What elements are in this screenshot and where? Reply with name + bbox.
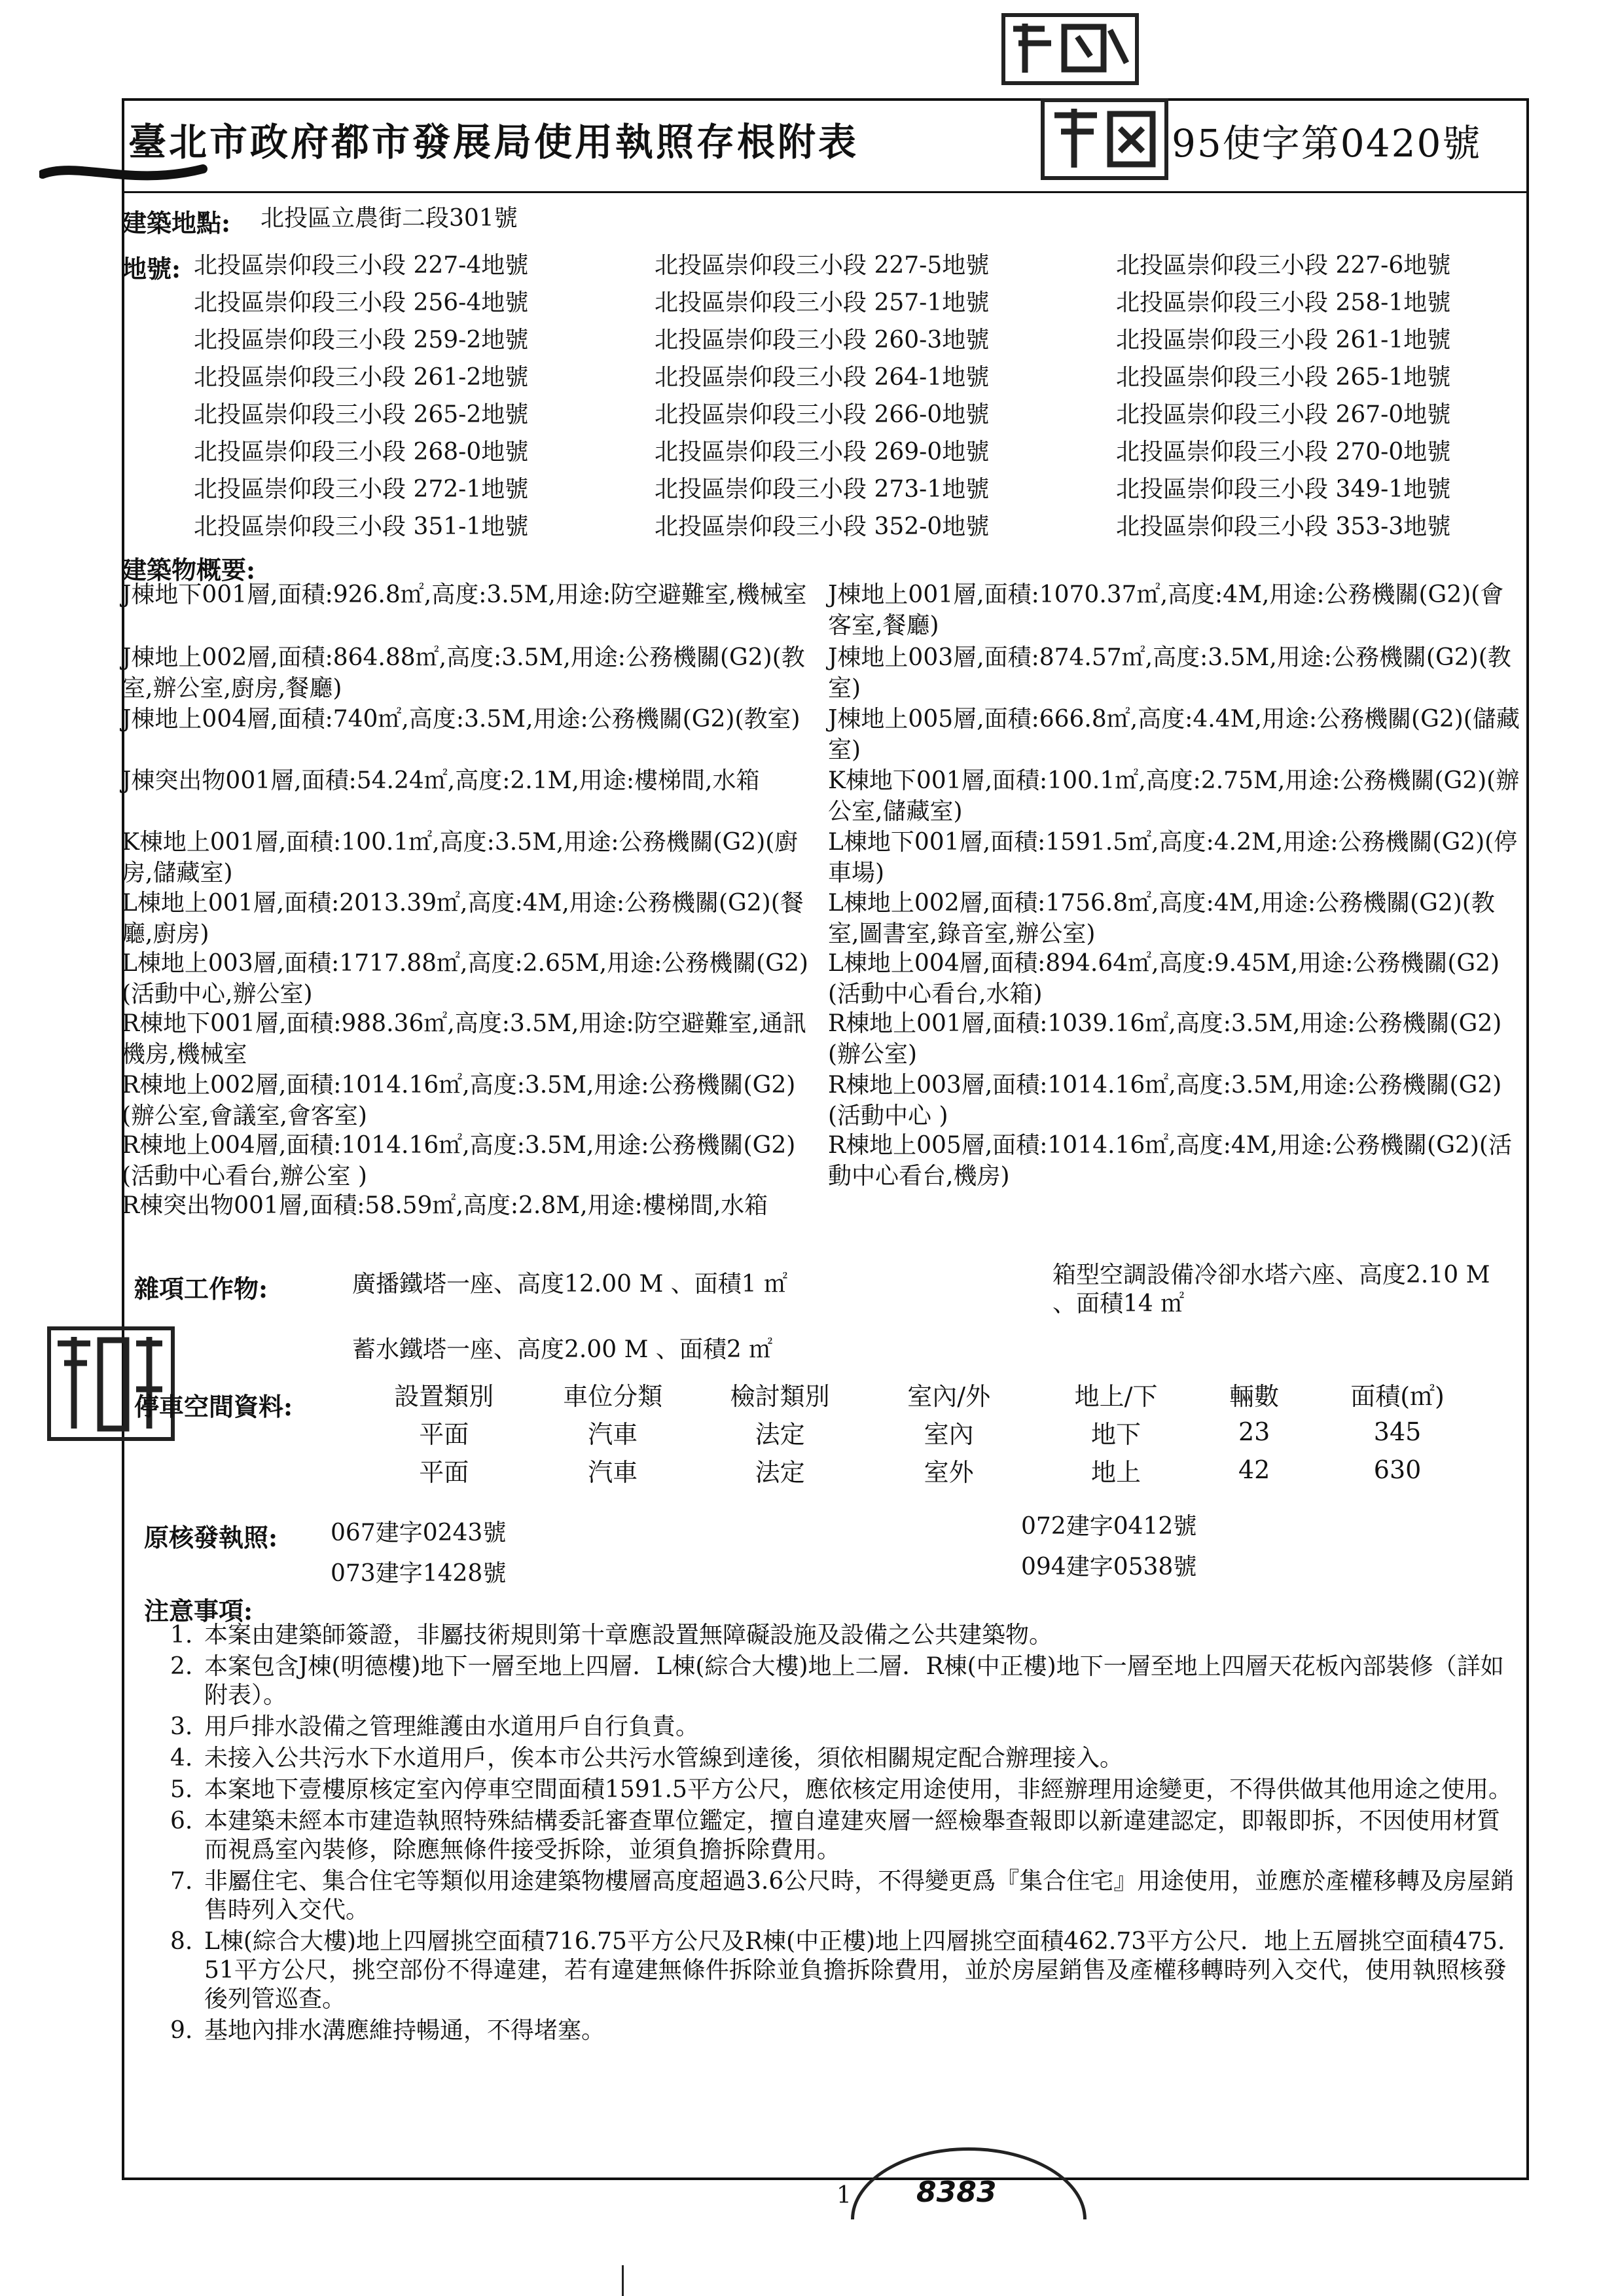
- floor-entry: J棟地上005層,面積:666.8㎡,高度:4.4M,用途:公務機關(G2)(儲藏室): [828, 706, 1520, 763]
- parking-header-row: [359, 1375, 1484, 1413]
- floor-entry: L棟地下001層,面積:1591.5㎡,高度:4.2M,用途:公務機關(G2)(停車場): [828, 829, 1518, 886]
- scan-mark: [622, 2265, 624, 2296]
- floor-entry: L棟地上001層,面積:2013.39㎡,高度:4M,用途:公務機關(G2)(餐廳,廚房): [122, 890, 804, 947]
- lot-number: 北投區崇仰段三小段 352-0地號: [655, 513, 990, 540]
- note-item: [170, 2016, 1519, 2045]
- site-address: 北投區立農街二段301號: [261, 205, 518, 232]
- lot-number: 北投區崇仰段三小段 227-6地號: [1116, 252, 1451, 279]
- parking-cell: 地下: [1091, 1419, 1142, 1449]
- note-text: 本案由建築師簽證，非屬技術規則第十章應設置無障礙設施及設備之公共建築物。: [204, 1622, 1053, 1649]
- parking-cell: 汽車: [588, 1419, 638, 1449]
- seal-stamp-title: [1041, 98, 1168, 180]
- lot-number: 北投區崇仰段三小段 261-2地號: [194, 364, 529, 391]
- floor-entry: K棟地上001層,面積:100.1㎡,高度:3.5M,用途:公務機關(G2)(廚房,儲藏室): [122, 829, 799, 886]
- parking-cell: 室外: [924, 1457, 974, 1487]
- lot-number: 北投區崇仰段三小段 261-1地號: [1116, 327, 1451, 354]
- floor-entry: J棟地上002層,面積:864.88㎡,高度:3.5M,用途:公務機關(G2)(教室,辦公室,廚房,餐廳): [122, 644, 805, 702]
- note-number: 8.: [170, 1928, 193, 1955]
- note-number: 1.: [170, 1622, 193, 1649]
- lot-number: 北投區崇仰段三小段 351-1地號: [194, 513, 529, 540]
- note-text: 本案包含J棟(明德樓)地下一層至地上四層．L棟(綜合大樓)地上二層．R棟(中正樓)地下一層至地上四層天花板內部裝修（詳如附表）。: [204, 1653, 1504, 1709]
- note-item: [170, 1807, 1519, 1865]
- parking-cell: 平面: [419, 1457, 469, 1487]
- original-permits-label: 原核發執照:: [144, 1523, 278, 1552]
- note-text: 基地內排水溝應維持暢通，不得堵塞。: [204, 2017, 605, 2044]
- parking-cell: 23: [1238, 1417, 1270, 1446]
- note-number: 2.: [170, 1653, 193, 1680]
- lot-number: 北投區崇仰段三小段 268-0地號: [194, 439, 529, 465]
- parking-cell: 室內: [924, 1419, 974, 1449]
- parking-header: 輛數: [1229, 1381, 1280, 1411]
- overview-right-column: [828, 579, 1522, 1190]
- parking-label: 停車空間資料:: [134, 1392, 293, 1421]
- note-number: 7.: [170, 1868, 193, 1895]
- parking-cell: 345: [1373, 1417, 1422, 1446]
- floor-entry: L棟地上003層,面積:1717.88㎡,高度:2.65M,用途:公務機關(G2)(活動中心,辦公室): [122, 950, 808, 1008]
- floor-entry: R棟地上001層,面積:1039.16㎡,高度:3.5M,用途:公務機關(G2)(辦公室): [828, 1010, 1502, 1068]
- page-number: 1: [836, 2182, 852, 2209]
- misc-work-item: 箱型空調設備冷卻水塔六座、高度2.10 M: [1052, 1262, 1490, 1288]
- floor-entry: K棟地下001層,面積:100.1㎡,高度:2.75M,用途:公務機關(G2)(辦公室,儲藏室): [828, 767, 1520, 825]
- note-text: L棟(綜合大樓)地上四層挑空面積716.75平方公尺及R棟(中正樓)地上四層挑空面積462.73平方公尺．地上五層挑空面積475.51平方公尺，挑空部份不得違建，若有違建無條件拆除並負擔拆除費用，並於房屋銷售及產權移轉時列入交代，使用執照核發後列管巡查。: [204, 1928, 1507, 2013]
- lot-number: 北投區崇仰段三小段 270-0地號: [1116, 439, 1451, 465]
- parking-header: 地上/下: [1074, 1381, 1158, 1411]
- floor-entry: J棟地上003層,面積:874.57㎡,高度:3.5M,用途:公務機關(G2)(教室): [828, 644, 1511, 702]
- lots-column-3: [1116, 247, 1450, 545]
- lot-number: 北投區崇仰段三小段 265-1地號: [1116, 364, 1451, 391]
- parking-header: 室內/外: [907, 1381, 991, 1411]
- parking-cell: 630: [1373, 1455, 1422, 1484]
- lot-number: 北投區崇仰段三小段 353-3地號: [1116, 513, 1451, 540]
- floor-entry: R棟突出物001層,面積:58.59㎡,高度:2.8M,用途:樓梯間,水箱: [122, 1192, 768, 1219]
- license-number: 95使字第0420號: [1172, 121, 1482, 166]
- lot-number: 北投區崇仰段三小段 227-4地號: [194, 252, 529, 279]
- note-text: 本案地下壹樓原核定室內停車空間面積1591.5平方公尺，應依核定用途使用，非經辦理用途變更，不得供做其他用途之使用。: [204, 1776, 1512, 1803]
- parking-cell: 平面: [419, 1419, 469, 1449]
- lot-number: 北投區崇仰段三小段 267-0地號: [1116, 401, 1451, 428]
- note-number: 3.: [170, 1713, 193, 1740]
- misc-work-item-continued: 、面積14 ㎡: [1052, 1290, 1185, 1317]
- lot-number: 北投區崇仰段三小段 227-5地號: [655, 252, 990, 279]
- misc-works-label: 雜項工作物:: [134, 1274, 268, 1303]
- note-item: [170, 1867, 1519, 1925]
- floor-entry: R棟地上004層,面積:1014.16㎡,高度:3.5M,用途:公務機關(G2)(活動中心看台,辦公室 ): [122, 1132, 796, 1190]
- lot-number: 北投區崇仰段三小段 257-1地號: [655, 289, 990, 316]
- seal-glyph-icon: [1045, 102, 1164, 176]
- note-text: 未接入公共污水下水道用戶，俟本市公共污水管線到達後，須依相關規定配合辦理接入。: [204, 1745, 1124, 1772]
- note-number: 6.: [170, 1808, 193, 1834]
- parking-cell: 地上: [1091, 1457, 1142, 1487]
- lot-number: 北投區崇仰段三小段 269-0地號: [655, 439, 990, 465]
- lots-column-2: [655, 247, 989, 545]
- note-item: [170, 1744, 1519, 1773]
- notes-label: 注意事項:: [144, 1596, 253, 1626]
- misc-work-item: 蓄水鐵塔一座、高度2.00 M 、面積2 ㎡: [352, 1336, 773, 1363]
- document-title: 臺北市政府都市發展局使用執照存根附表: [128, 120, 859, 164]
- lot-number: 北投區崇仰段三小段 258-1地號: [1116, 289, 1451, 316]
- floor-entry: R棟地上005層,面積:1014.16㎡,高度:4M,用途:公務機關(G2)(活動中心看台,機房): [828, 1132, 1512, 1190]
- notes-list: [170, 1621, 1519, 2048]
- note-item: [170, 1652, 1519, 1710]
- note-text: 用戶排水設備之管理維護由水道用戶自行負責。: [204, 1713, 700, 1740]
- address-label: 建築地點:: [122, 208, 231, 238]
- parking-row: [359, 1413, 1484, 1451]
- permit-number: 073建字1428號: [331, 1560, 507, 1587]
- parking-header: 面積(㎡): [1350, 1381, 1445, 1411]
- note-number: 4.: [170, 1745, 193, 1772]
- misc-work-item: 廣播鐵塔一座、高度12.00 M 、面積1 ㎡: [352, 1271, 788, 1298]
- floor-entry: R棟地上002層,面積:1014.16㎡,高度:3.5M,用途:公務機關(G2)(辦公室,會議室,會客室): [122, 1072, 796, 1129]
- floor-entry: L棟地上004層,面積:894.64㎡,高度:9.45M,用途:公務機關(G2)(活動中心看台,水箱): [828, 950, 1500, 1008]
- floor-entry: J棟地上004層,面積:740㎡,高度:3.5M,用途:公務機關(G2)(教室): [122, 706, 800, 733]
- parking-row: [359, 1451, 1484, 1489]
- lot-number: 北投區崇仰段三小段 272-1地號: [194, 476, 529, 503]
- parking-header: 車位分類: [563, 1381, 663, 1411]
- note-text: 本建築未經本市建造執照特殊結構委託審查單位鑑定，擅自違建夾層一經檢舉查報即以新違建認定，即報即拆，不因使用材質而視爲室內裝修，除應無條件接受拆除，並須負擔拆除費用。: [204, 1808, 1501, 1863]
- parking-table: [359, 1375, 1484, 1489]
- parking-header: 設置類別: [394, 1381, 494, 1411]
- seal-glyph-icon: [1005, 17, 1135, 81]
- floor-entry: R棟地上003層,面積:1014.16㎡,高度:3.5M,用途:公務機關(G2)(活動中心 ): [828, 1072, 1502, 1129]
- note-number: 5.: [170, 1776, 193, 1803]
- floor-entry: L棟地上002層,面積:1756.8㎡,高度:4M,用途:公務機關(G2)(教室,圖書室,錄音室,辦公室): [828, 890, 1495, 947]
- lot-number: 北投區崇仰段三小段 273-1地號: [655, 476, 990, 503]
- lot-number: 北投區崇仰段三小段 265-2地號: [194, 401, 529, 428]
- note-item: [170, 1927, 1519, 2014]
- permit-number: 072建字0412號: [1021, 1513, 1197, 1540]
- lot-number: 北投區崇仰段三小段 349-1地號: [1116, 476, 1451, 503]
- floor-entry: R棟地下001層,面積:988.36㎡,高度:3.5M,用途:防空避難室,通訊機房,機械室: [122, 1010, 807, 1068]
- stamp-number: 8383: [916, 2176, 997, 2209]
- floor-entry: J棟地上001層,面積:1070.37㎡,高度:4M,用途:公務機關(G2)(會客室,餐廳): [828, 581, 1504, 639]
- lot-number: 北投區崇仰段三小段 259-2地號: [194, 327, 529, 354]
- note-text: 非屬住宅、集合住宅等類似用途建築物樓層高度超過3.6公尺時，不得變更爲『集合住宅』用途使用，並應於產權移轉及房屋銷售時列入交代。: [204, 1868, 1515, 1923]
- lot-number: 北投區崇仰段三小段 260-3地號: [655, 327, 990, 354]
- overview-left-column: [122, 579, 825, 1221]
- parking-cell: 法定: [755, 1457, 805, 1487]
- lot-number: 北投區崇仰段三小段 256-4地號: [194, 289, 529, 316]
- note-number: 9.: [170, 2017, 193, 2044]
- parking-cell: 汽車: [588, 1457, 638, 1487]
- floor-entry: J棟地下001層,面積:926.8㎡,高度:3.5M,用途:防空避難室,機械室: [122, 581, 807, 608]
- note-item: [170, 1713, 1519, 1741]
- seal-stamp-left: [47, 1326, 175, 1441]
- note-item: [170, 1776, 1519, 1804]
- parking-cell: 法定: [755, 1419, 805, 1449]
- lot-number: 北投區崇仰段三小段 266-0地號: [655, 401, 990, 428]
- parking-cell: 42: [1238, 1455, 1270, 1484]
- note-item: [170, 1621, 1519, 1650]
- overview-label: 建築物概要:: [122, 555, 256, 585]
- permit-number: 094建字0538號: [1021, 1554, 1197, 1580]
- title-divider: [122, 191, 1529, 193]
- seal-stamp-top: [1001, 13, 1139, 85]
- permit-number: 067建字0243號: [331, 1520, 507, 1546]
- lot-number: 北投區崇仰段三小段 264-1地號: [655, 364, 990, 391]
- parking-header: 檢討類別: [730, 1381, 830, 1411]
- floor-entry: J棟突出物001層,面積:54.24㎡,高度:2.1M,用途:樓梯間,水箱: [122, 767, 760, 794]
- lots-label: 地號:: [122, 254, 181, 283]
- lots-column-1: [194, 247, 528, 545]
